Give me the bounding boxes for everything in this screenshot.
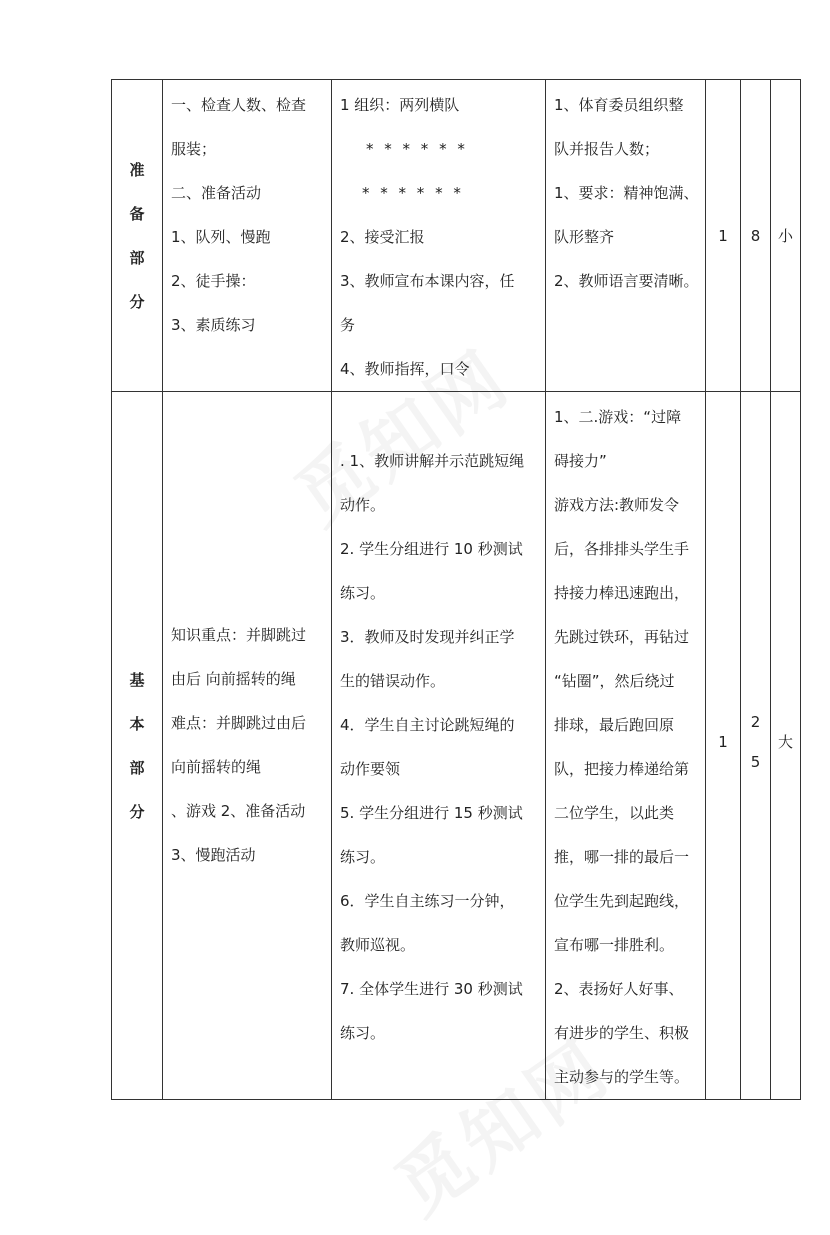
requirements-cell [546, 80, 706, 392]
times-value: 1 [718, 733, 728, 751]
organization-line: 教师巡视。 [340, 936, 416, 954]
table-row-basic [112, 392, 801, 1100]
content-line: 3、素质练习 [171, 316, 256, 334]
content-cell [163, 80, 332, 392]
section-title-char: 备 [129, 204, 145, 223]
section-title-char: 准 [129, 160, 145, 179]
requirement-line: 队并报告人数； [554, 140, 660, 158]
organization-line: 1 组织：两列横队 [340, 96, 460, 114]
content-cell [163, 392, 332, 1100]
organization-line: . 1、教师讲解并示范跳短绳 [340, 452, 525, 470]
requirement-line: 二位学生，以此类 [554, 804, 675, 822]
requirement-line: 1、体育委员组织整 [554, 96, 684, 114]
section-title-char: 分 [129, 292, 145, 311]
organization-line: 务 [340, 316, 356, 334]
requirement-line: 推，哪一排的最后一 [554, 848, 690, 866]
minutes-digit: 5 [750, 753, 761, 771]
organization-line: 生的错误动作。 [340, 672, 446, 690]
requirement-line: 后，各排排头学生手 [554, 540, 690, 558]
requirement-line: 1、要求：精神饱满、 [554, 184, 699, 202]
requirement-line: 宣布哪一排胜利。 [554, 936, 675, 954]
minutes-digit: 8 [750, 226, 761, 245]
organization-line: 动作。 [340, 496, 386, 514]
intensity-cell [771, 80, 801, 392]
organization-cell [332, 80, 546, 392]
organization-line: 练习。 [340, 1024, 386, 1042]
organization-line: 练习。 [340, 584, 386, 602]
requirement-line: 游戏方法:教师发令 [554, 496, 680, 514]
section-title-char: 部 [129, 758, 145, 777]
minutes-digit: 2 [750, 713, 761, 731]
requirement-line: 持接力棒迅速跑出， [554, 584, 690, 602]
section-title-char: 本 [129, 714, 145, 733]
formation-row: * * * * * * [362, 184, 464, 202]
content-line: 难点：并脚跳过由后 [171, 714, 307, 732]
content-line: 由后 向前摇转的绳 [171, 670, 296, 688]
organization-line: 5. 学生分组进行 15 秒测试 [340, 804, 523, 822]
times-cell [706, 80, 741, 392]
content-line: 3、慢跑活动 [171, 846, 256, 864]
requirement-line: 位学生先到起跑线， [554, 892, 690, 910]
content-line: 向前摇转的绳 [171, 758, 262, 776]
requirement-line: “钻圈”，然后绕过 [554, 672, 675, 690]
requirement-line: 1、二.游戏：“过障 [554, 408, 682, 426]
requirement-line: 先跳过铁环，再钻过 [554, 628, 690, 646]
organization-line: 2. 学生分组进行 10 秒测试 [340, 540, 523, 558]
intensity-value: 小 [777, 226, 793, 245]
content-line: 、游戏 2、准备活动 [171, 802, 306, 820]
organization-line: 4、教师指挥，口令 [340, 360, 470, 378]
organization-cell [332, 392, 546, 1100]
section-title-basic [112, 392, 163, 1100]
requirement-line: 队形整齐 [554, 228, 615, 246]
section-title-char: 分 [129, 802, 145, 821]
section-title-char: 部 [129, 248, 145, 267]
requirement-line: 队，把接力棒递给第 [554, 760, 690, 778]
minutes-cell [741, 80, 771, 392]
times-cell [706, 392, 741, 1100]
lesson-plan-table [111, 79, 801, 1100]
content-line: 知识重点：并脚跳过 [171, 626, 307, 644]
requirements-cell [546, 392, 706, 1100]
formation-row: * * * * * * [366, 140, 468, 158]
organization-line: 动作要领 [340, 760, 401, 778]
section-title-preparation [112, 80, 163, 392]
section-title-char: 基 [129, 670, 145, 689]
requirement-line: 碍接力” [554, 452, 607, 470]
content-line: 二、准备活动 [171, 184, 262, 202]
requirement-line: 2、表扬好人好事、 [554, 980, 684, 998]
minutes-cell [741, 392, 771, 1100]
requirement-line: 有进步的学生、积极 [554, 1024, 690, 1042]
content-line: 服装； [171, 140, 217, 158]
organization-line: 3、教师宣布本课内容，任 [340, 272, 515, 290]
requirement-line: 2、教师语言要清晰。 [554, 272, 699, 290]
organization-line: 3．教师及时发现并纠正学 [340, 628, 515, 646]
intensity-value: 大 [777, 733, 793, 751]
organization-line: 练习。 [340, 848, 386, 866]
table-row-preparation [112, 80, 801, 392]
requirement-line: 排球，最后跑回原 [554, 716, 675, 734]
organization-line: 4．学生自主讨论跳短绳的 [340, 716, 515, 734]
organization-line: 6．学生自主练习一分钟， [340, 892, 515, 910]
requirement-line: 主动参与的学生等。 [554, 1068, 690, 1086]
organization-line: 2、接受汇报 [340, 228, 425, 246]
times-value: 1 [718, 226, 728, 245]
content-line: 2、徒手操： [171, 272, 256, 290]
content-line: 一、检查人数、检查 [171, 96, 307, 114]
organization-line: 7. 全体学生进行 30 秒测试 [340, 980, 523, 998]
intensity-cell [771, 392, 801, 1100]
content-line: 1、队列、慢跑 [171, 228, 271, 246]
